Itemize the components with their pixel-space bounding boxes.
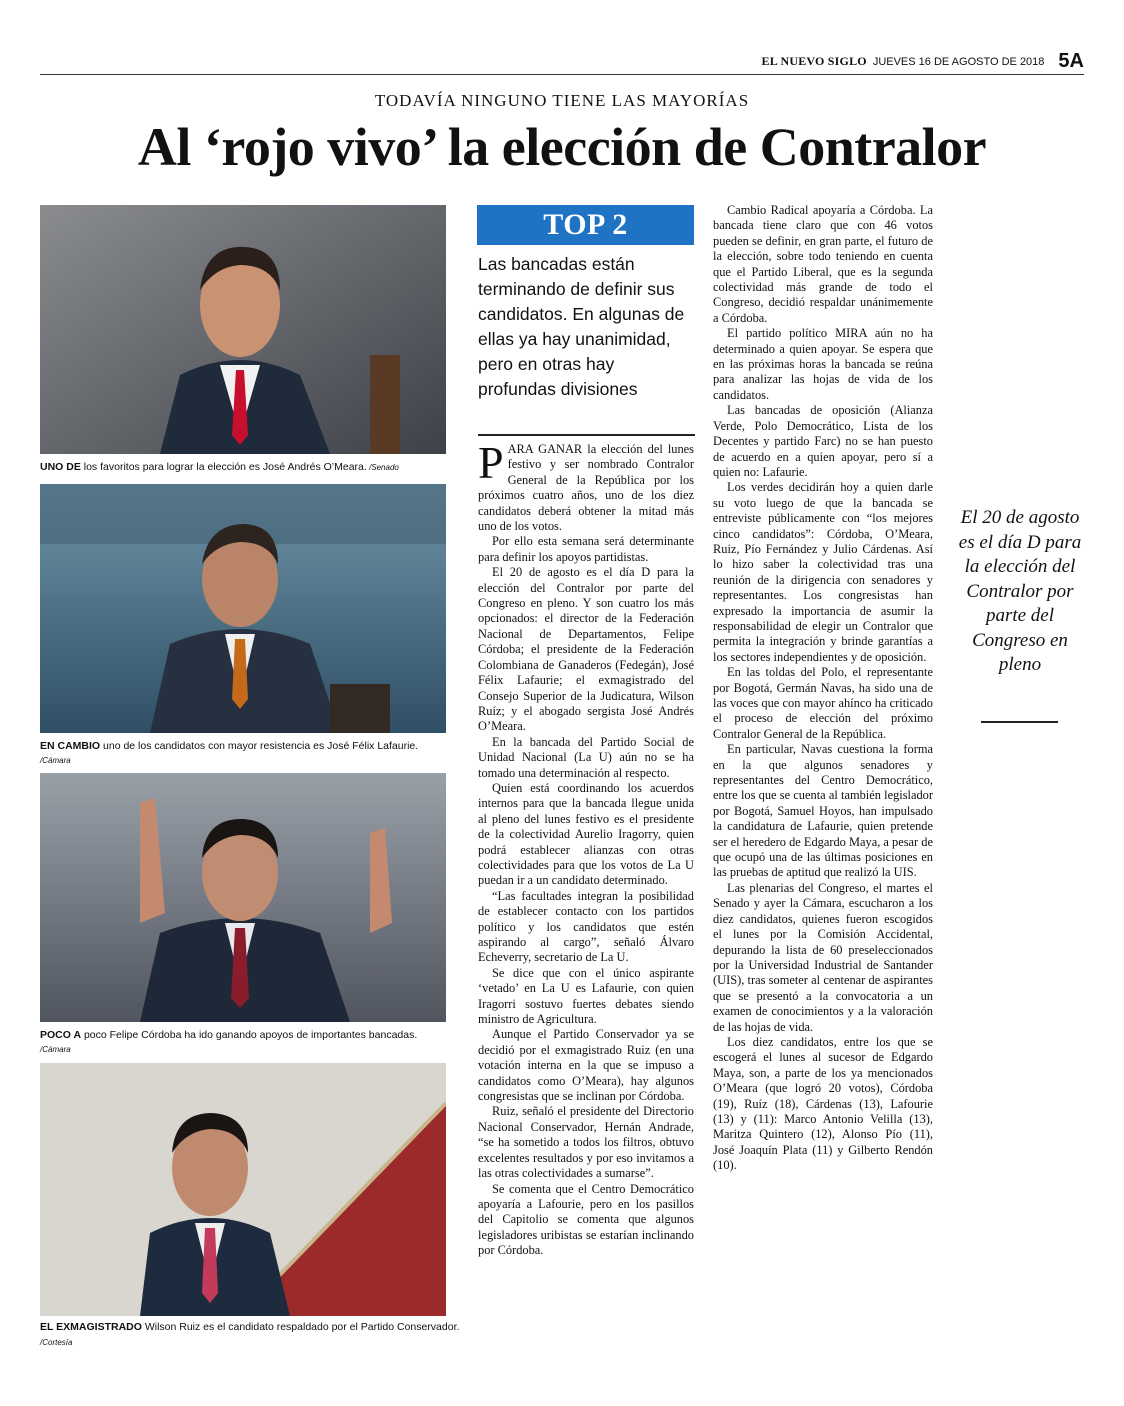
caption-credit: /Cortesía <box>40 1338 73 1347</box>
caption-credit: /Cámara <box>40 1045 71 1054</box>
paragraph: El 20 de agosto es el día D para la elección del Contralor por parte del Congreso en pleno. Y son cuatro los más opcionados: el director de la Federación Nacional de Departamentos, Felipe Córdoba; el presidente de la Federación Colombiana de Ganaderos (Fedegán), José Félix Lafaurie; el exmagistrado del Consejo Superior de la Judicatura, Wilson Ruíz; y el abogado sergista José Andrés O’Meara. <box>478 565 694 734</box>
caption-text: los favoritos para lograr la elección es José Andrés O’Meara. <box>80 461 367 473</box>
paragraph: Se dice que con el único aspirante ‘vetado’ en La U es Lafaurie, con quien Iragorri sostuvo fuertes debates siendo ministro de Agricultura. <box>478 965 694 1027</box>
paragraph: En las toldas del Polo, el representante por Bogotá, Germán Navas, ha sido una de las voces que con mayor ahínco ha criticado el proceso de elección del próximo Contralor General de la República. <box>713 665 933 741</box>
photo-omeara <box>40 205 446 454</box>
paragraph: Aunque el Partido Conservador ya se decidió por el exmagistrado Ruiz (en una votación interna en la que se impuso a candidatos como O’Meara), hay algunos congresistas que se inclinan por Córdoba. <box>478 1027 694 1104</box>
paragraph: Quien está coordinando los acuerdos internos para que la bancada llegue unida al pleno del lunes festivo es el presidente de la colectividad Aurelio Iragorry, quien podrá establecer alianzas con otras colectividades para que los votos de La U puedan ir a un candidato determinado. <box>478 780 694 888</box>
paragraph: Ruiz, señaló el presidente del Directorio Nacional Conservador, Hernán Andrade, “se ha sometido a todos los filtros, obtuvo excelentes resultados y por eso invitamos a las otras colectividades a sumarse”. <box>478 1104 694 1181</box>
paragraph: Cambio Radical apoyaría a Córdoba. La bancada tiene claro que con 46 votos pueden se definir, en gran parte, el futuro de la elección, sobre todo teniendo en cuenta que el Partido Liberal, que es la segunda colectividad más grande de todo el Congreso, decidió respaldar unánimemente a Córdoba. <box>713 203 933 325</box>
page-header <box>762 50 1084 73</box>
caption-lead: EL EXMAGISTRADO <box>40 1321 142 1333</box>
caption-text: uno de los candidatos con mayor resistencia es José Félix Lafaurie. <box>100 740 419 752</box>
newspaper-name: EL NUEVO SIGLO <box>761 54 867 68</box>
article-column-2 <box>713 203 933 1174</box>
caption-lafaurie <box>40 739 460 768</box>
photo-ruiz <box>40 1063 446 1316</box>
headline: Al ‘rojo vivo’ la elección de Contralor <box>137 117 987 177</box>
caption-cordoba <box>40 1028 460 1057</box>
pull-quote-rule <box>981 721 1058 723</box>
paragraph: Los verdes decidirán hoy a quien darle su voto luego de que la bancada se entreviste públicamente con “los mejores cinco candidatos”: Córdoba, O’Meara, Ruiz, Pío Fernández y Julio Cárdenas. Así lo hizo saber la colectividad tras una reunión de la dirigencia con senadores y representantes. Los congresistas han expresado la importancia de asumir la responsabilidad de elegir un Contralor que permita la integración y brinde garantías a los sectores independientes y de oposición. <box>713 480 933 664</box>
standfirst: Las bancadas están terminando de definir sus candidatos. En algunas de ellas ya hay unanimidad, pero en otras hay profundas divisiones <box>478 254 685 399</box>
dropcap: P <box>478 437 504 488</box>
caption-lead: POCO A <box>40 1029 82 1041</box>
caption-text: Wilson Ruiz es el candidato respaldado por el Partido Conservador. <box>141 1321 460 1333</box>
paragraph: PARA GANAR la elección del lunes festivo y ser nombrado Contralor General de la República por los próximos cuatro años, uno de los diez candidatos deberá obtener la mitad más uno de los votos. <box>478 437 694 534</box>
caption-omeara <box>40 460 460 475</box>
top2-banner: TOP 2 <box>477 205 694 245</box>
paragraph: Las plenarias del Congreso, el martes el Senado y ayer la Cámara, escucharon a los diez candidatos, quienes fueron escogidos el lunes por la Comisión Accidental, depurando la lista de 60 preseleccionados por la Universidad Industrial de Santander (UIS), tras someter al centenar de aspirantes que se presentó a la convocatoria a un examen de conocimientos y a la valoración de las hojas de vida. <box>713 880 933 1034</box>
caption-lead: EN CAMBIO <box>40 740 101 752</box>
caption-ruiz <box>40 1320 460 1350</box>
paragraph: Se comenta que el Centro Democrático apoyaría a Lafourie, pero en los pasillos del Capitolio se comenta que algunos legisladores uribistas se estarían inclinando por Córdoba. <box>478 1181 694 1258</box>
paragraph: En la bancada del Partido Social de Unidad Nacional (La U) aún no se ha tomado una determinación al respecto. <box>478 734 694 780</box>
lead-caps: ARA GANAR <box>507 442 583 456</box>
standfirst-rule <box>478 434 695 436</box>
photo-lafaurie <box>40 484 446 733</box>
photo-cordoba <box>40 773 446 1022</box>
kicker: TODAVÍA NINGUNO TIENE LAS MAYORÍAS <box>374 91 750 110</box>
caption-text: poco Felipe Córdoba ha ido ganando apoyos de importantes bancadas. <box>81 1029 418 1041</box>
paragraph: En particular, Navas cuestiona la forma en la que algunos senadores y representantes del Centro Democrático, entre los que se cuenta al también legislador por Bogotá, Samuel Hoyos, han impulsado la candidatura de Lafaurie, quien pretende ser el heredero de Edgardo Maya, a pesar de que ocupó una de las últimas posiciones en las pruebas de aptitud que realizó la UIS. <box>713 742 933 880</box>
caption-credit: /Senado <box>366 463 399 472</box>
paragraph: Los diez candidatos, entre los que se escogerá el lunes al sucesor de Edgardo Maya, son, a parte de los ya mencionados O’Meara (que logró 20 votos), Córdoba (19), Ruíz (18), Cárdenas (13), Lafourie (13) y (11): Marco Antonio Velilla (13), Maritza Quintero (12), Alonso Pío (11), José Joaquín Plata (11) y Gilberto Rendón (10). <box>713 1034 933 1173</box>
caption-lead: UNO DE <box>40 461 81 473</box>
page-number: 5A <box>1058 50 1084 72</box>
article-column-1 <box>478 437 694 1259</box>
header-rule <box>40 74 1084 75</box>
paragraph: Por ello esta semana será determinante para definir los apoyos partidistas. <box>478 534 694 564</box>
paragraph: “Las facultades integran la posibilidad de establecer contacto con los partidos político y los candidatos que estén aspirando al cargo”, señaló Álvaro Echeverry, secretario de La U. <box>478 888 694 965</box>
paragraph: El partido político MIRA aún no ha determinado a quien apoyar. Se espera que en las próximas horas la bancada se reúna para analizar las hojas de vida de los candidatos. <box>713 326 933 402</box>
pull-quote: El 20 de agosto es el día D para la elección del Contralor por parte del Congreso en pleno <box>958 507 1082 675</box>
paragraph: Las bancadas de oposición (Alianza Verde, Polo Democrático, Lista de los Decentes y partido Farc) no se han puesto de acuerdo en a quien apoyar, pero sí a quien no: Lafaurie. <box>713 403 933 479</box>
issue-date: JUEVES 16 DE AGOSTO DE 2018 <box>872 55 1045 68</box>
caption-credit: /Cámara <box>40 756 71 765</box>
